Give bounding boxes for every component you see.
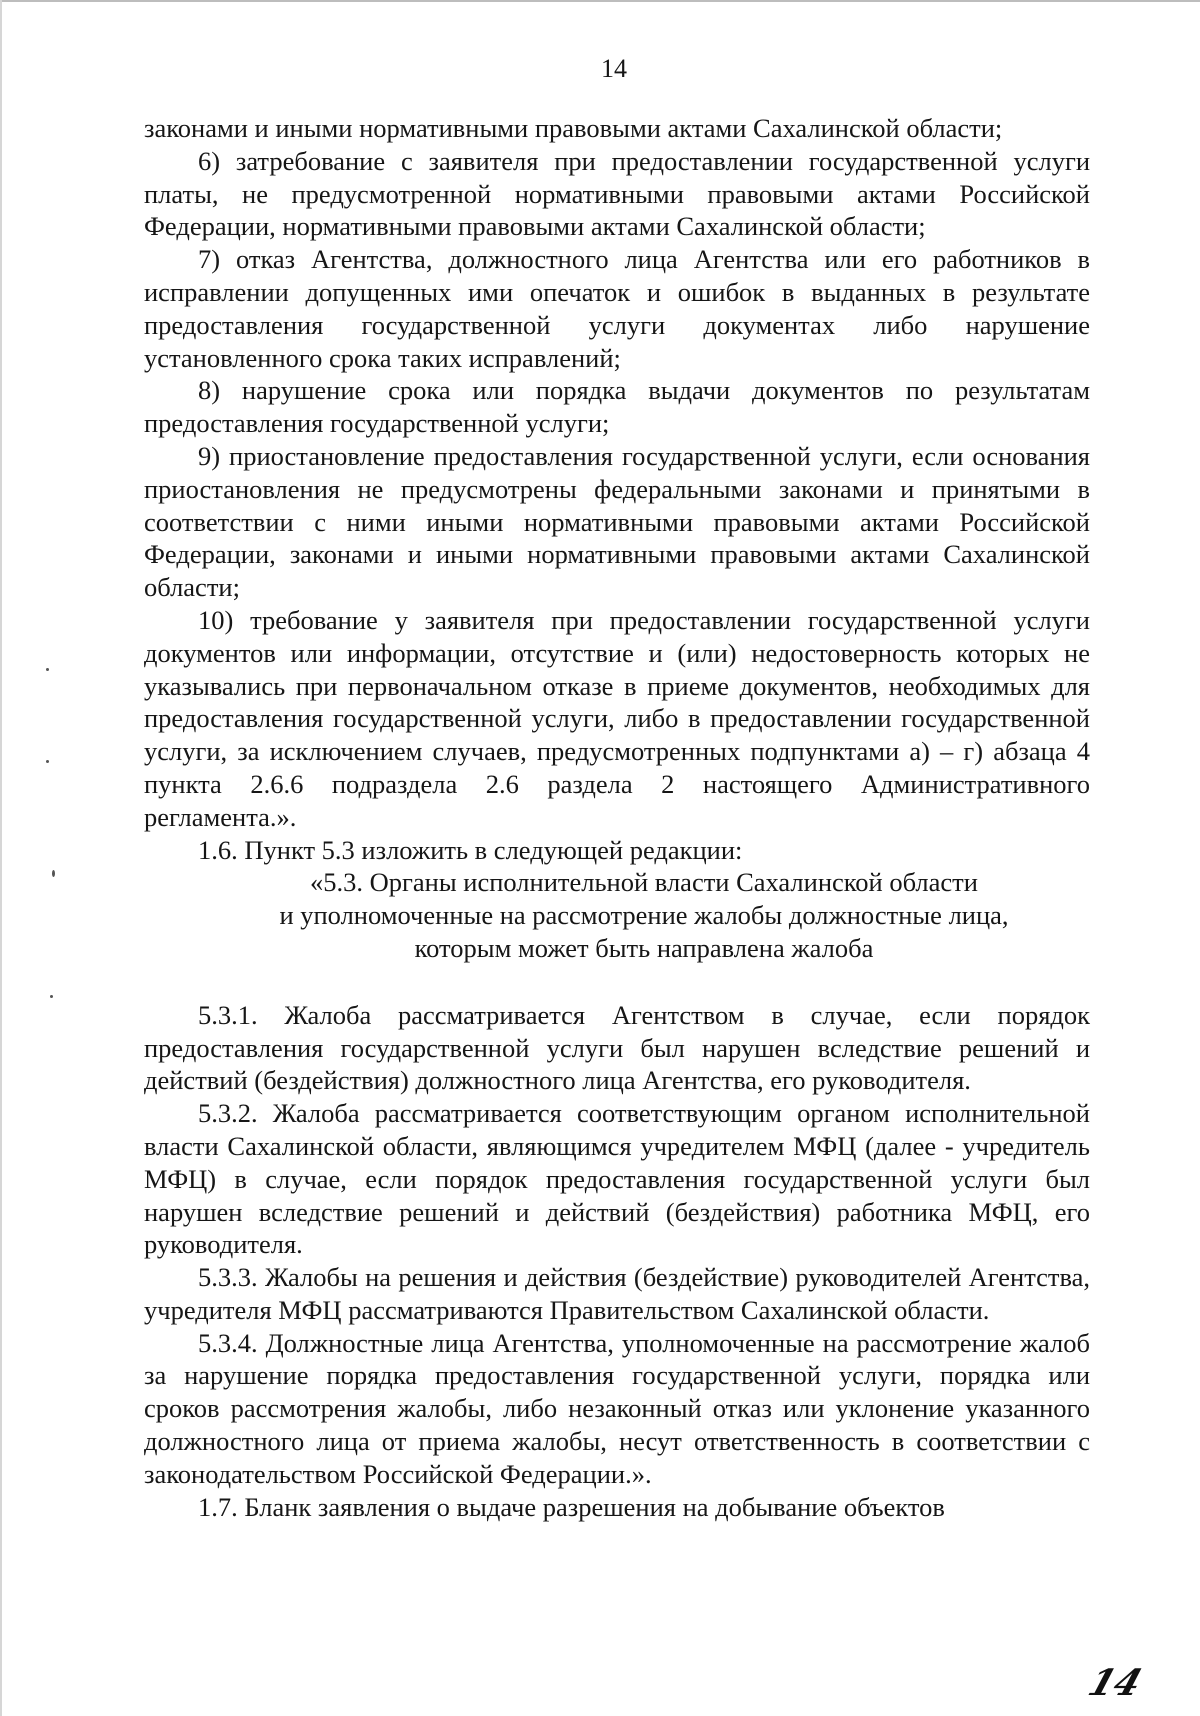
heading-spacer — [144, 965, 1090, 999]
scan-edge-left — [0, 0, 2, 1716]
section-heading-line-2: и уполномоченные на рассмотрение жалобы должностные лица, — [279, 900, 1009, 931]
scan-edge-top — [0, 0, 1200, 2]
paragraph-item-8: 8) нарушение срока или порядка выдачи документов по результатам предоставления государственной услуги; — [144, 375, 1090, 439]
paragraph-item-6: 6) затребование с заявителя при предоставлении государственной услуги платы, не предусмотренной нормативными правовыми актами Российской Федерации, нормативными правовыми актами Сахалинской области; — [144, 145, 1090, 242]
clause-5-3-1: 5.3.1. Жалоба рассматривается Агентством в случае, если порядок предоставления государственной услуги был нарушен вследствие решений и действий (бездействия) должностного лица Агентства, его руководителя. — [144, 999, 1090, 1096]
clause-5-3-3: 5.3.3. Жалобы на решения и действия (бездействие) руководителей Агентства, учредителя МФЦ рассматриваются Правительством Сахалинской области. — [144, 1262, 1090, 1325]
section-heading-line-1: «5.3. Органы исполнительной власти Сахалинской области — [310, 867, 978, 898]
paragraph-item-10: 10) требование у заявителя при предоставлении государственной услуги документов или информации, отсутствие и (или) недостоверность которых не указывались при первоначальном отказе в приеме документов, необходимых для предоставления государственной услуги, либо в предоставлении государственной услуги, за исключением случаев, предусмотренных подпунктами а) – г) абзаца 4 пункта 2.6.6 подраздела 2.6 раздела 2 настоящего Административного регламента.». — [144, 604, 1090, 832]
scan-speck — [46, 760, 49, 763]
paragraph-1-7: 1.7. Бланк заявления о выдаче разрешения на добывание объектов — [198, 1491, 945, 1522]
paragraph-item-7: 7) отказ Агентства, должностного лица Агентства или его работников в исправлении допущенных ими опечаток и ошибок в выданных в результате предоставления государственной услуги документах либо нарушение установленного срока таких исправлений; — [144, 244, 1090, 373]
scan-speck — [46, 668, 49, 671]
page-number: 14 — [601, 54, 627, 83]
scan-speck — [52, 870, 55, 877]
handwritten-page-mark: 14 — [1083, 1662, 1147, 1704]
section-heading-line-3: которым может быть направлена жалоба — [414, 932, 874, 963]
paragraph-continuation: законами и иными нормативными правовыми актами Сахалинской области; — [144, 113, 1003, 143]
document-body — [144, 112, 1090, 1523]
paragraph-1-6: 1.6. Пункт 5.3 изложить в следующей редакции: — [198, 834, 743, 865]
clause-5-3-2: 5.3.2. Жалоба рассматривается соответствующим органом исполнительной власти Сахалинской области, являющимся учредителем МФЦ (далее - учредитель МФЦ) в случае, если порядок предоставления государственной услуги был нарушен вследствие решений и действий (бездействия) работника МФЦ, его руководителя. — [144, 1098, 1090, 1260]
paragraph-item-9: 9) приостановление предоставления государственной услуги, если основания приостановления не предусмотрены федеральными законами и принятыми в соответствии с ними иными нормативными правовыми актами Российской Федерации, законами и иными нормативными правовыми актами Сахалинской области; — [144, 440, 1090, 603]
clause-5-3-4: 5.3.4. Должностные лица Агентства, уполномоченные на рассмотрение жалоб за нарушение порядка предоставления государственной услуги, порядка или сроков рассмотрения жалобы, либо незаконный отказ или уклонение указанного должностного лица от приема жалобы, несут ответственность в соответствии с законодательством Российской Федерации.». — [144, 1327, 1090, 1489]
scan-speck — [50, 995, 53, 998]
